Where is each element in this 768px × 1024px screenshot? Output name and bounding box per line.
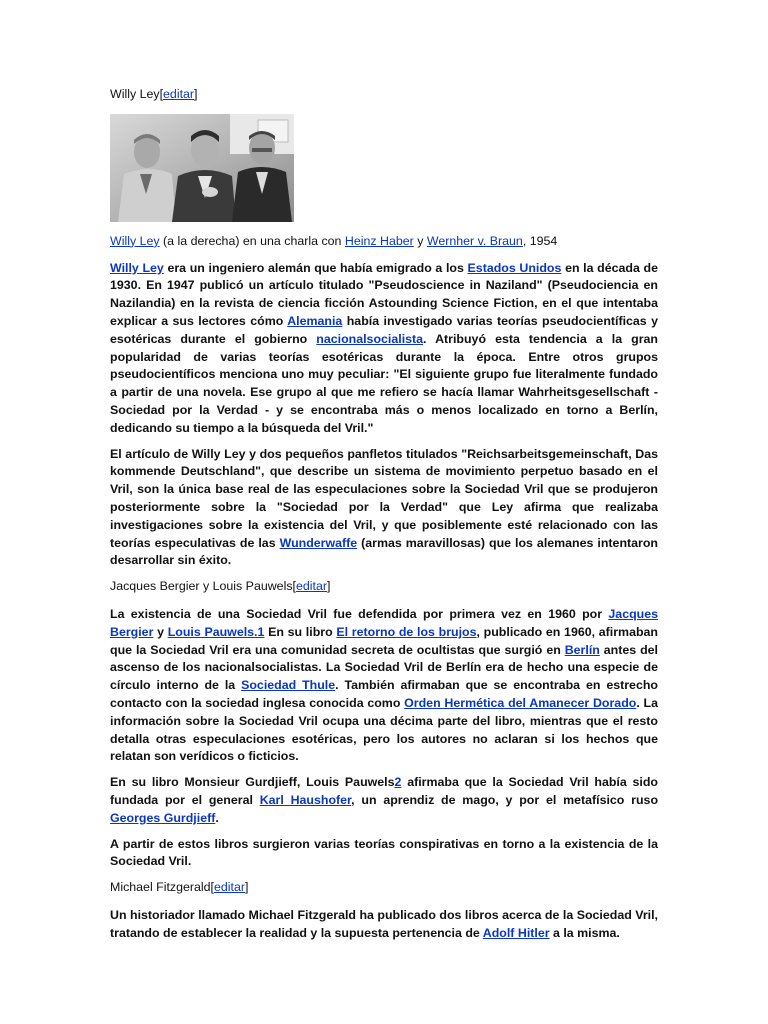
paragraph-text: (armas maravillosas) que los alemanes intentaron desarrollar sin éxito.: [110, 535, 658, 568]
link-willy-ley-caption[interactable]: Willy Ley: [110, 233, 160, 248]
paragraph-text: Un historiador llamado Michael Fitzgerald ha publicado dos libros acerca de la Sociedad Vril, tratando de establecer la realidad y la supuesta pertenencia de: [110, 907, 658, 940]
link-heinz-haber[interactable]: Heinz Haber: [344, 233, 414, 248]
paragraph-text: . Atribuyó esta tendencia a la gran popularidad de varias teorías esotéricas durante la época. Entre otros grupos pseudocientíficos menciona uno muy peculiar: "El siguiente grupo fue literalmente fundado a partir de una novela. Ese grupo al que me refiero se hacía llamar Wahrheitsgesellschaft - Sociedad por la Verdad - y se encontraba más o menos localizado en torno a Berlín, dedicando su tiempo a la búsqueda del Vril.": [110, 331, 658, 435]
paragraph-existencia-vril: [110, 606, 658, 766]
section-heading-willy-ley: Willy Ley[editar]: [110, 87, 198, 101]
link-retorno-brujos[interactable]: El retorno de los brujos: [336, 624, 477, 639]
link-adolf-hitler[interactable]: Adolf Hitler: [482, 925, 550, 940]
heading-text: Jacques Bergier y Louis Pauwels: [110, 579, 293, 594]
link-wunderwaffe[interactable]: Wunderwaffe: [279, 535, 358, 550]
link-nacionalsocialista[interactable]: nacionalsocialista: [316, 331, 424, 346]
link-louis-pauwels[interactable]: Louis Pauwels: [167, 624, 255, 639]
link-willy-ley[interactable]: Willy Ley: [110, 260, 164, 275]
paragraph-monsieur-gurdjieff: [110, 774, 658, 827]
photo-caption: [110, 233, 658, 251]
link-wernher-braun[interactable]: Wernher v. Braun: [426, 233, 523, 248]
link-reference-1[interactable]: .1: [254, 624, 265, 639]
paragraph-text: a la misma.: [549, 925, 620, 940]
caption-text: (a la derecha) en una charla con: [159, 233, 345, 248]
heading-text: Willy Ley: [110, 87, 160, 101]
paragraph-text: En su libro Monsieur Gurdjieff, Louis Pauwels: [110, 775, 395, 790]
caption-text: , 1954: [522, 233, 558, 248]
link-georges-gurdjieff[interactable]: Georges Gurdjieff: [110, 810, 216, 825]
article-content: [110, 86, 658, 950]
link-reference-2[interactable]: 2: [394, 775, 402, 790]
section-heading-michael-fitzgerald: Michael Fitzgerald[editar]: [110, 880, 249, 895]
paragraph-text: . La información sobre la Sociedad Vril ocupa una décima parte del libro, mientras que el resto detalla otras especulaciones esotéricas, pero los autores no aclaran si los hechos que relatan son verídicos o ficticios.: [110, 695, 658, 764]
paragraph-text: En su libro: [264, 624, 337, 639]
paragraph-teorias-conspirativas: [110, 836, 658, 872]
link-jacques-bergier[interactable]: Jacques Bergier: [110, 606, 658, 639]
paragraph-text: antes del ascenso de los nacionalsocialistas. La Sociedad Vril de Berlín era de hecho una especie de círculo interno de la: [110, 642, 658, 693]
link-orden-hermetica[interactable]: Orden Hermética del Amanecer Dorado: [404, 695, 637, 710]
paragraph-text: , publicado en 1960, afirmaban que la Sociedad Vril era una comunidad secreta de ocultistas que surgió en: [110, 624, 658, 657]
paragraph-text: . También afirmaban que se encontraba en estrecho contacto con la sociedad inglesa conocida como: [110, 678, 658, 710]
edit-link[interactable]: editar: [163, 87, 195, 101]
heading-text: Michael Fitzgerald: [110, 880, 211, 895]
paragraph-willy-ley-intro: [110, 260, 658, 438]
edit-link[interactable]: editar: [214, 880, 245, 895]
link-karl-haushofer[interactable]: Karl Haushofer: [259, 792, 352, 807]
paragraph-text: había investigado varias teorías pseudocientíficas y esotéricas durante el gobierno: [110, 313, 658, 346]
paragraph-fitzgerald: [110, 907, 658, 943]
caption-text: y: [413, 233, 427, 248]
paragraph-articulo-ley: [110, 446, 658, 571]
paragraph-text: A partir de estos libros surgieron varias teorías conspirativas en torno a la existencia de la Sociedad Vril.: [110, 836, 658, 869]
paragraph-text: La existencia de una Sociedad Vril fue defendida por primera vez en 1960 por: [110, 606, 609, 621]
link-alemania[interactable]: Alemania: [287, 313, 343, 328]
photo-willy-ley-haber-braun: [110, 114, 294, 222]
link-sociedad-thule[interactable]: Sociedad Thule: [241, 678, 336, 693]
paragraph-text: era un ingeniero alemán que había emigrado a los: [163, 260, 468, 275]
edit-link[interactable]: editar: [295, 579, 327, 594]
section-heading-bergier-pauwels: Jacques Bergier y Louis Pauwels[editar]: [110, 579, 331, 594]
link-berlin[interactable]: Berlín: [564, 642, 600, 657]
paragraph-text: y: [153, 624, 168, 639]
paragraph-text: .: [215, 810, 219, 825]
paragraph-text: afirmaba que la Sociedad Vril había sido fundada por el general: [110, 775, 659, 807]
paragraph-text: El artículo de Willy Ley y dos pequeños panfletos titulados "Reichsarbeitsgemeinschaft, Das kommende Deutschland", que describe un sistema de movimiento perpetuo basado en el Vril, son la única base real de las especulaciones sobre la Sociedad Vril que se produjeron posteriormente sobre la "Sociedad por la Verdad" que Ley afirma que realizaba investigaciones sobre la existencia del Vril, y que posiblemente esté relacionado con las teorías especulativas de las: [110, 446, 658, 550]
paragraph-text: , un aprendiz de mago, y por el metafísico ruso: [351, 792, 659, 807]
paragraph-text: en la década de 1930. En 1947 publicó un artículo titulado "Pseudoscience in Naziland" (Pseudociencia en Nazilandia) en la revista de ciencia ficción Astounding Science Fiction, en el que intentaba explicar a sus lectores cómo: [110, 260, 658, 328]
link-estados-unidos[interactable]: Estados Unidos: [467, 260, 562, 275]
